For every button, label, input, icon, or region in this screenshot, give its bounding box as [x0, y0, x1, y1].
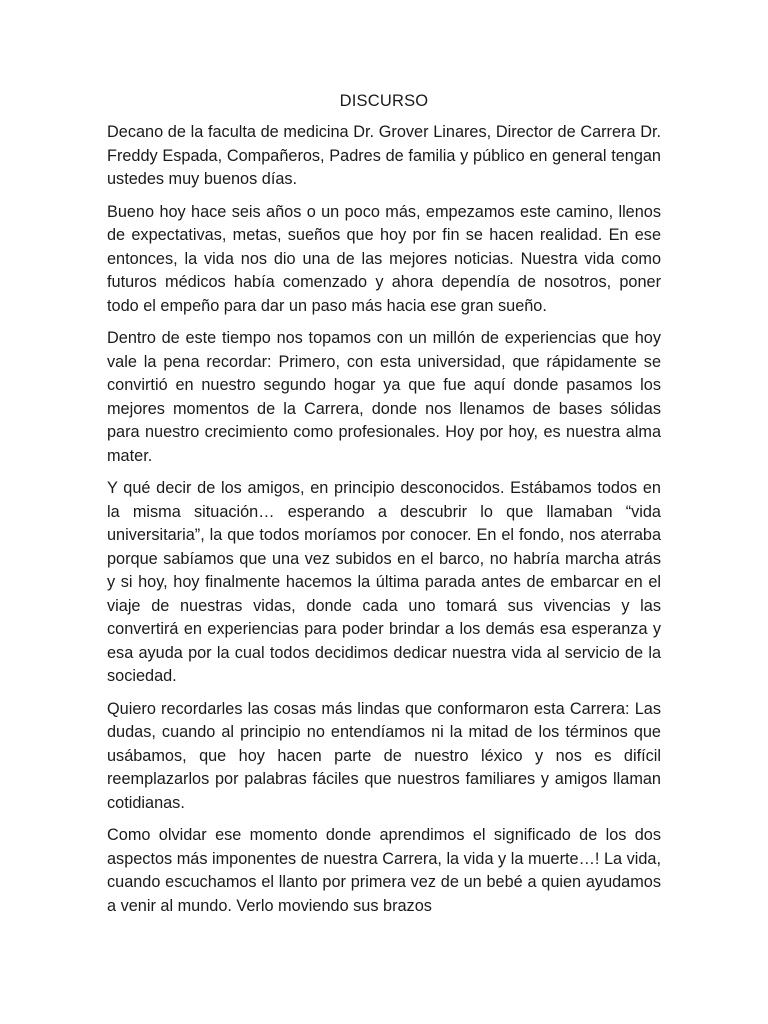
paragraph-beginning: Bueno hoy hace seis años o un poco más, empezamos este camino, llenos de expectativas, metas, sueños que hoy por fin se hacen realidad. En ese entonces, la vida nos dio una de las mejores noticias. Nuestra vida como futuros médicos había comenzado y ahora dependía de nosotros, poner todo el empeño para dar un paso más hacia ese gran sueño. [107, 202, 661, 315]
paragraph-life-death: Como olvidar ese momento donde aprendimos el significado de los dos aspectos más imponentes de nuestra Carrera, la vida y la muerte…! La vida, cuando escuchamos el llanto por primera vez de un bebé a quien ayudamos a venir al mundo. Verlo moviendo sus brazos [107, 826, 661, 915]
paragraph-greeting: Decano de la faculta de medicina Dr. Grover Linares, Director de Carrera Dr. Freddy Espada, Compañeros, Padres de familia y público en general tengan ustedes muy buenos días. [107, 123, 661, 188]
document-title: DISCURSO [339, 92, 429, 110]
paragraph-memories: Quiero recordarles las cosas más lindas que conformaron esta Carrera: Las dudas, cuando al principio no entendíamos ni la mitad de los términos que usábamos, que hoy hacen parte de nuestro léxico y nos es difícil reemplazarlos por palabras fáciles que nuestros familiares y amigos llaman cotidianas. [107, 699, 661, 812]
paragraph-friends: Y qué decir de los amigos, en principio desconocidos. Estábamos todos en la misma situación… esperando a descubrir lo que llamaban “vida universitaria”, la que todos moríamos por conocer. En el fondo, nos aterraba porque sabíamos que una vez subidos en el barco, no habría marcha atrás y si hoy, hoy finalmente hacemos la última parada antes de embarcar en el viaje de nuestras vidas, donde cada uno tomará sus vivencias y las convertirá en experiencias para poder brindar a los demás esa esperanza y esa ayuda por la cual todos decidimos dedicar nuestra vida al servicio de la sociedad. [107, 479, 661, 685]
document-body [107, 121, 661, 927]
paragraph-university: Dentro de este tiempo nos topamos con un millón de experiencias que hoy vale la pena recordar: Primero, con esta universidad, que rápidamente se convirtió en nuestro segundo hogar ya que fue aquí donde pasamos los mejores momentos de la Carrera, donde nos llenamos de bases sólidas para nuestro crecimiento como profesionales. Hoy por hoy, es nuestra alma mater. [107, 329, 661, 465]
